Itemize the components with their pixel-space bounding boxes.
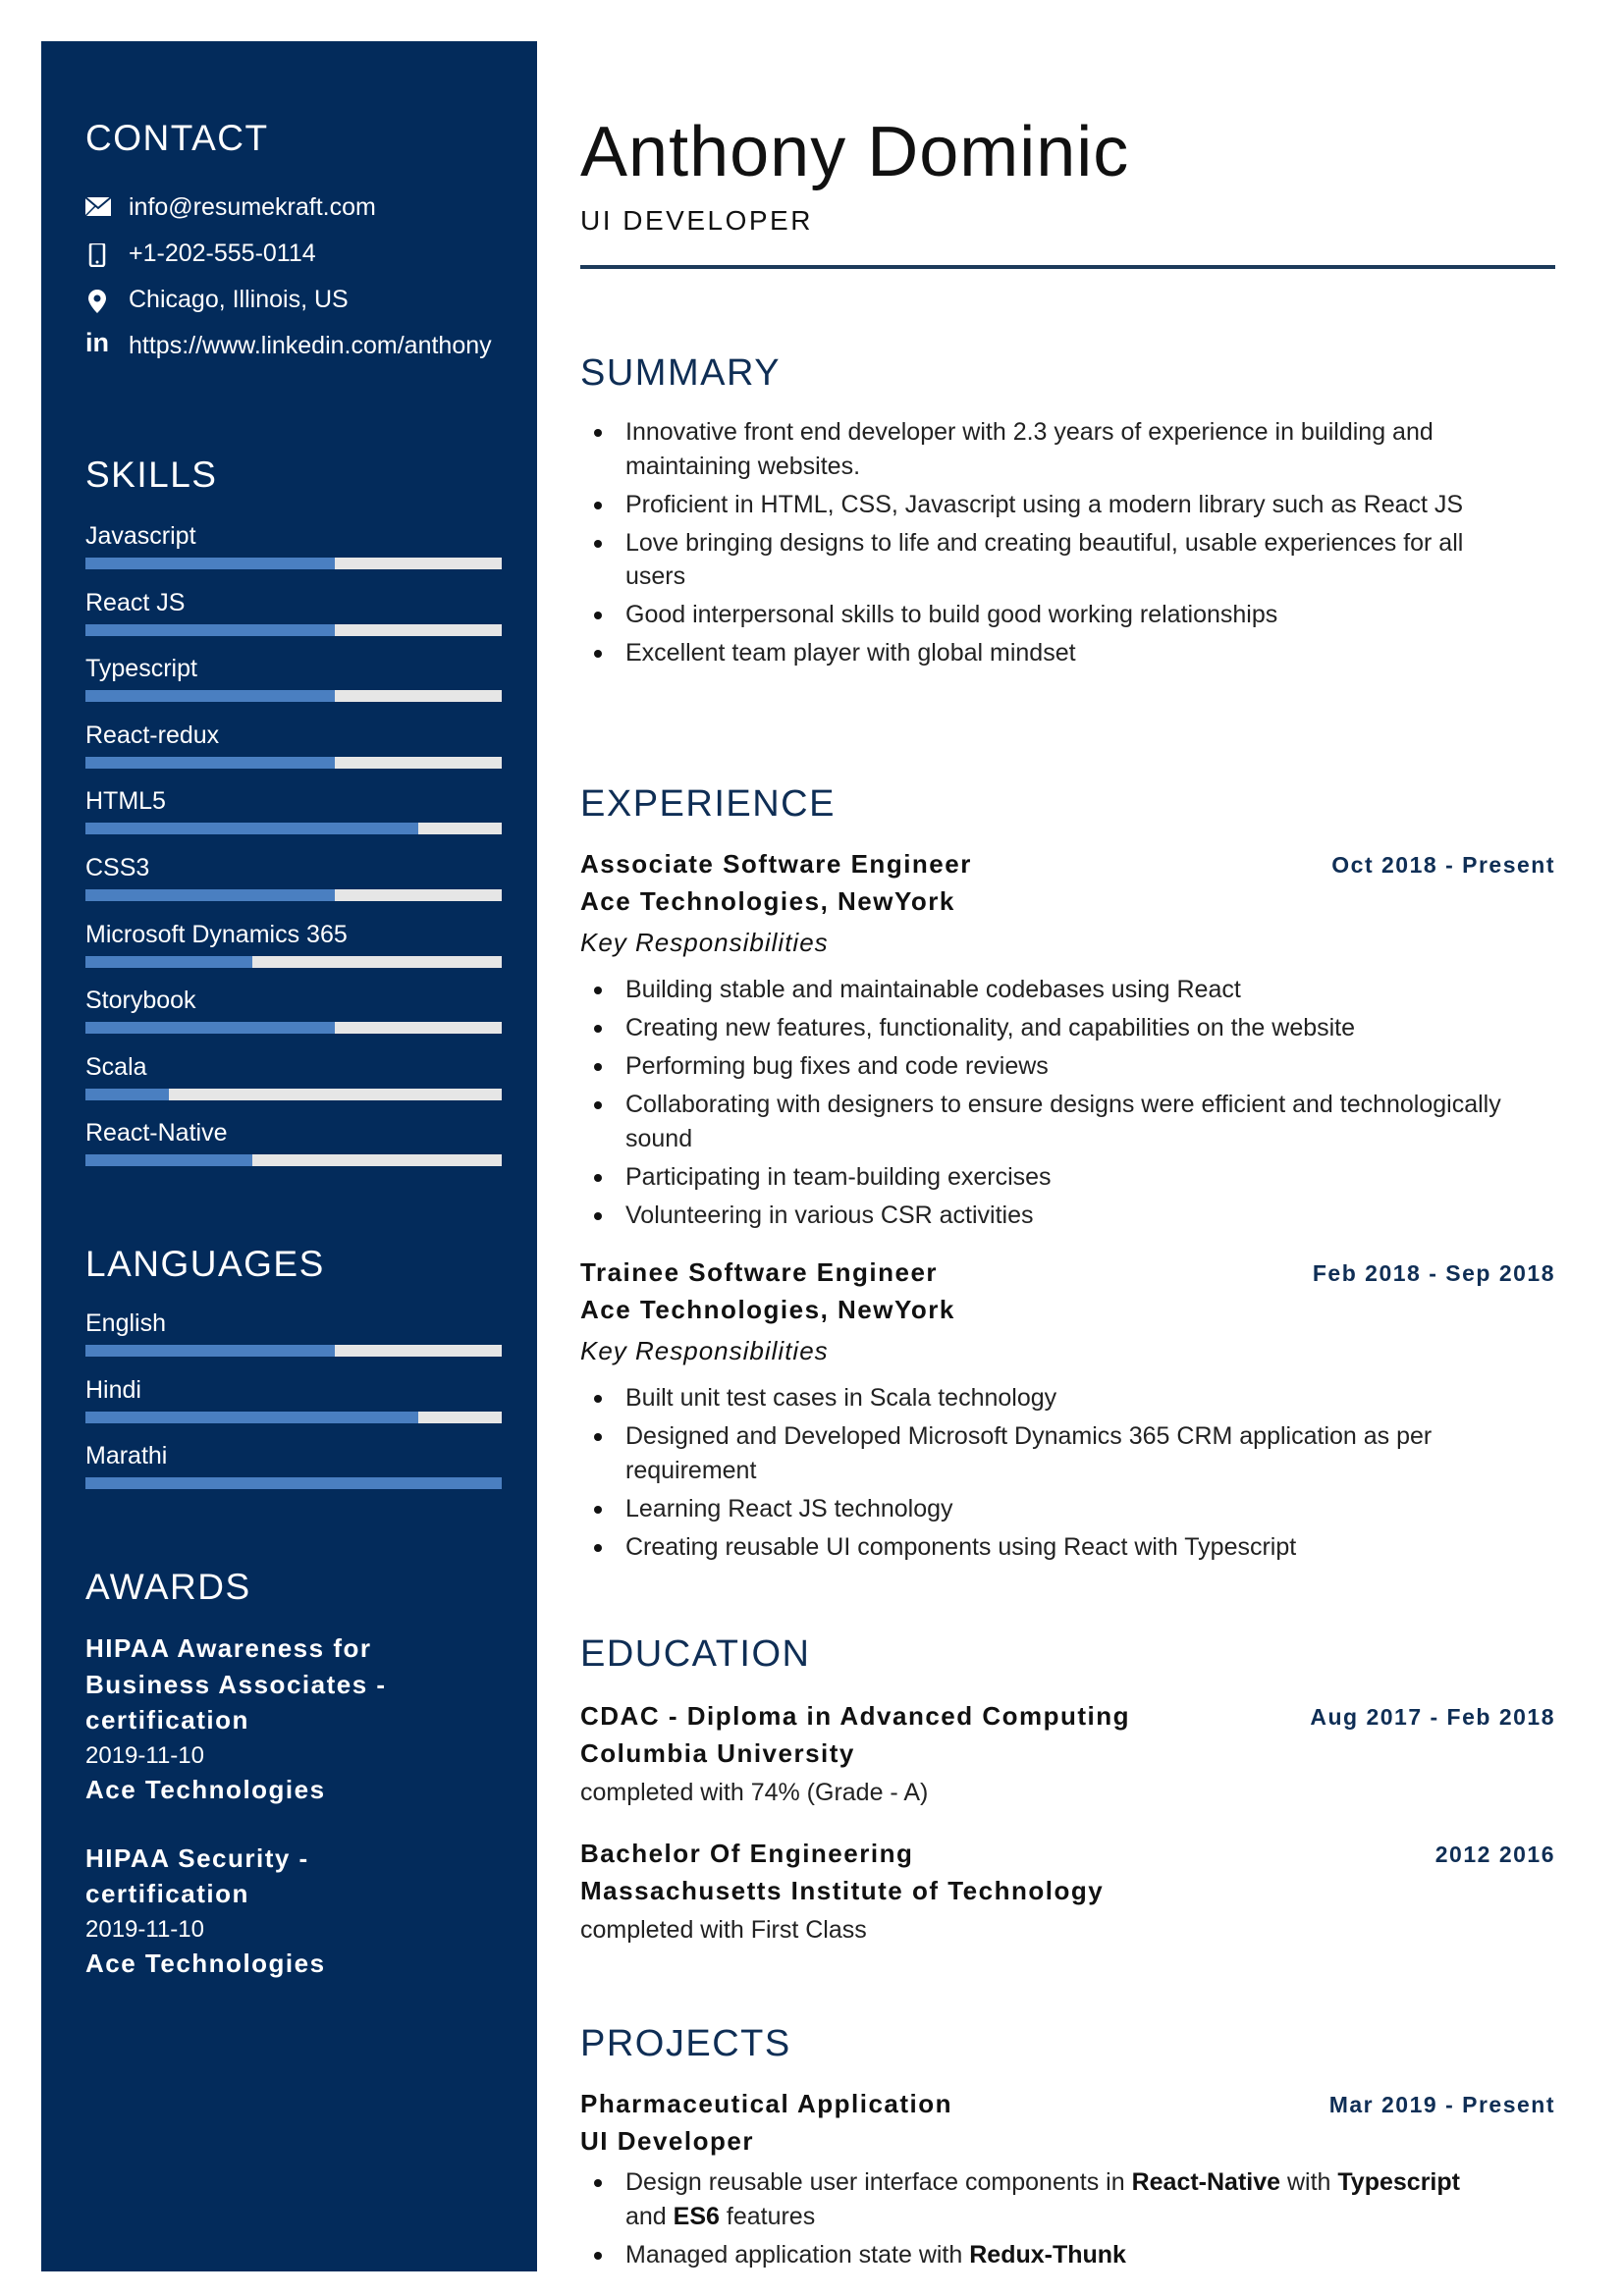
skill-item xyxy=(85,1116,502,1183)
level-bar-track xyxy=(85,690,502,702)
award-item xyxy=(85,1630,498,1807)
skill-name: React JS xyxy=(85,588,186,616)
bullet-item: Excellent team player with global mindset xyxy=(580,636,1523,670)
skill-name: CSS3 xyxy=(85,853,150,881)
level-bar-track xyxy=(85,1477,502,1489)
project-title: Pharmaceutical Application xyxy=(580,2089,953,2118)
skill-item xyxy=(85,851,502,918)
level-bar-track xyxy=(85,1412,502,1423)
education-entry xyxy=(580,1698,1555,1814)
award-org: Ace Technologies xyxy=(85,1948,326,1978)
job-date: Oct 2018 - Present xyxy=(1331,852,1555,878)
school: Massachusetts Institute of Technology xyxy=(580,1876,1105,1905)
bullet-item: Love bringing designs to life and creating beautiful, usable experiences for all users xyxy=(580,526,1523,594)
award-item xyxy=(85,1841,498,1981)
level-bar-fill xyxy=(85,1477,502,1489)
bullet-item xyxy=(580,2238,1484,2272)
email-link[interactable]: info@resumekraft.com xyxy=(129,193,376,221)
level-bar-track xyxy=(85,624,502,636)
envelope-icon xyxy=(85,192,129,223)
experience-heading: EXPERIENCE xyxy=(580,783,836,825)
degree: CDAC - Diploma in Advanced Computing xyxy=(580,1701,1131,1731)
level-bar-fill xyxy=(85,1022,335,1034)
contact-heading: CONTACT xyxy=(85,118,269,158)
award-title: HIPAA Security - certification xyxy=(85,1842,309,1908)
skill-name: Typescript xyxy=(85,655,197,683)
bullet-text: features xyxy=(719,2202,816,2230)
candidate-title: UI DEVELOPER xyxy=(580,205,813,236)
skill-name: Storybook xyxy=(85,987,196,1015)
bullet-item: Designed and Developed Microsoft Dynamics 365 CRM application as per requirement xyxy=(580,1419,1552,1487)
job-date: Feb 2018 - Sep 2018 xyxy=(1312,1260,1555,1286)
bullet-item: Built unit test cases in Scala technology xyxy=(580,1381,1552,1415)
job-title: Associate Software Engineer xyxy=(580,849,972,879)
level-bar-fill xyxy=(85,956,252,968)
bullet-item: Learning React JS technology xyxy=(580,1492,1552,1526)
skill-item xyxy=(85,719,502,785)
level-bar-fill xyxy=(85,558,335,569)
level-bar-fill xyxy=(85,757,335,769)
phone-icon xyxy=(85,239,129,269)
skill-name: React-Native xyxy=(85,1119,228,1148)
level-bar-fill xyxy=(85,1089,169,1100)
bullet-item: Performing bug fixes and code reviews xyxy=(580,1049,1552,1084)
bullet-item: Participating in team-building exercises xyxy=(580,1160,1552,1195)
job-company: Ace Technologies, NewYork xyxy=(580,1295,955,1324)
bullet-item: Innovative front end developer with 2.3 years of experience in building and maintaining websites. xyxy=(580,415,1523,483)
skill-name: Javascript xyxy=(85,522,196,550)
level-bar-fill xyxy=(85,624,335,636)
candidate-name: Anthony Dominic xyxy=(580,113,1130,191)
phone-text: +1-202-555-0114 xyxy=(129,240,316,267)
bullet-text: with xyxy=(1280,2168,1338,2196)
bullet-item: Volunteering in various CSR activities xyxy=(580,1199,1552,1233)
level-bar-fill xyxy=(85,1154,252,1166)
skill-item xyxy=(85,586,502,653)
bullet-item xyxy=(580,2165,1484,2233)
project-bullets xyxy=(580,2165,1484,2271)
sidebar xyxy=(41,41,537,2271)
linkedin-link[interactable]: https://www.linkedin.com/anthony xyxy=(129,332,492,359)
bullet-text: Managed application state with xyxy=(625,2240,970,2269)
level-bar-track xyxy=(85,1089,502,1100)
level-bar-track xyxy=(85,1154,502,1166)
bullet-text: and xyxy=(625,2168,1467,2230)
summary-heading: SUMMARY xyxy=(580,352,782,394)
skill-item xyxy=(85,519,502,586)
bullet-item: Good interpersonal skills to build good working relationships xyxy=(580,598,1523,632)
bullet-item: Building stable and maintainable codebases using React xyxy=(580,973,1552,1007)
project-role: UI Developer xyxy=(580,2126,754,2156)
contact-phone xyxy=(85,239,517,269)
education-note: completed with 74% (Grade - A) xyxy=(580,1779,929,1806)
skills-list xyxy=(85,519,502,1183)
contact-email xyxy=(85,192,517,223)
level-bar-track xyxy=(85,889,502,901)
key-responsibilities-label: Key Responsibilities xyxy=(580,1336,829,1365)
education-heading: EDUCATION xyxy=(580,1633,811,1675)
header-divider xyxy=(580,265,1555,269)
language-name: Marathi xyxy=(85,1442,168,1470)
project-entry xyxy=(580,2086,1555,2276)
education-date: Aug 2017 - Feb 2018 xyxy=(1310,1704,1555,1730)
skill-item xyxy=(85,984,502,1050)
skill-name: HTML5 xyxy=(85,787,166,816)
awards-list xyxy=(85,1630,498,2014)
degree: Bachelor Of Engineering xyxy=(580,1839,914,1868)
bullet-item: Proficient in HTML, CSS, Javascript using a modern library such as React JS xyxy=(580,488,1523,522)
level-bar-track xyxy=(85,1345,502,1357)
contact-location xyxy=(85,285,517,315)
level-bar-fill xyxy=(85,1345,335,1357)
skill-item xyxy=(85,652,502,719)
highlight-text: Redux-Thunk xyxy=(969,2240,1126,2269)
language-name: English xyxy=(85,1309,166,1337)
education-date: 2012 2016 xyxy=(1434,1842,1555,1867)
level-bar-track xyxy=(85,823,502,834)
location-pin-icon xyxy=(85,285,129,315)
skills-heading: SKILLS xyxy=(85,454,218,495)
level-bar-track xyxy=(85,1022,502,1034)
location-text: Chicago, Illinois, US xyxy=(129,286,349,313)
award-title: HIPAA Awareness for Business Associates - certification xyxy=(85,1633,387,1735)
job-entry xyxy=(580,846,1555,1237)
award-date: 2019-11-10 xyxy=(85,1741,204,1769)
language-item xyxy=(85,1307,502,1373)
key-responsibilities-label: Key Responsibilities xyxy=(580,928,829,957)
skill-name: React-redux xyxy=(85,721,220,749)
skill-name: Microsoft Dynamics 365 xyxy=(85,920,348,948)
language-name: Hindi xyxy=(85,1375,141,1404)
level-bar-fill xyxy=(85,823,418,834)
job-entry xyxy=(580,1255,1555,1569)
skill-item xyxy=(85,784,502,851)
bullet-item: Collaborating with designers to ensure designs were efficient and technologically sound xyxy=(580,1088,1552,1155)
level-bar-fill xyxy=(85,1412,418,1423)
level-bar-fill xyxy=(85,690,335,702)
contact-list xyxy=(85,192,517,377)
languages-list xyxy=(85,1307,502,1506)
award-org: Ace Technologies xyxy=(85,1774,326,1804)
main-content xyxy=(580,0,1555,2296)
highlight-text: ES6 xyxy=(673,2202,720,2230)
contact-linkedin xyxy=(85,328,517,361)
bullet-text: Design reusable user interface components in xyxy=(625,2168,1132,2196)
highlight-text: React-Native xyxy=(1131,2168,1281,2196)
highlight-text: Typescript xyxy=(1337,2168,1460,2196)
skill-name: Scala xyxy=(85,1052,147,1081)
summary-list xyxy=(580,415,1523,674)
level-bar-track xyxy=(85,558,502,569)
award-date: 2019-11-10 xyxy=(85,1915,204,1943)
job-title: Trainee Software Engineer xyxy=(580,1257,939,1287)
skill-item xyxy=(85,918,502,985)
job-company: Ace Technologies, NewYork xyxy=(580,886,955,916)
responsibilities-list xyxy=(580,973,1552,1232)
responsibilities-list xyxy=(580,1381,1552,1564)
language-item xyxy=(85,1439,502,1506)
linkedin-icon: in xyxy=(85,328,109,357)
skill-item xyxy=(85,1050,502,1117)
languages-heading: LANGUAGES xyxy=(85,1244,325,1284)
bullet-item: Creating new features, functionality, and capabilities on the website xyxy=(580,1011,1552,1045)
language-item xyxy=(85,1373,502,1440)
education-entry xyxy=(580,1836,1555,1951)
level-bar-track xyxy=(85,956,502,968)
projects-heading: PROJECTS xyxy=(580,2023,791,2064)
bullet-item: Creating reusable UI components using React with Typescript xyxy=(580,1530,1552,1565)
awards-heading: AWARDS xyxy=(85,1567,251,1607)
project-date: Mar 2019 - Present xyxy=(1328,2092,1555,2117)
school: Columbia University xyxy=(580,1738,855,1768)
level-bar-track xyxy=(85,757,502,769)
education-note: completed with First Class xyxy=(580,1916,867,1944)
level-bar-fill xyxy=(85,889,335,901)
